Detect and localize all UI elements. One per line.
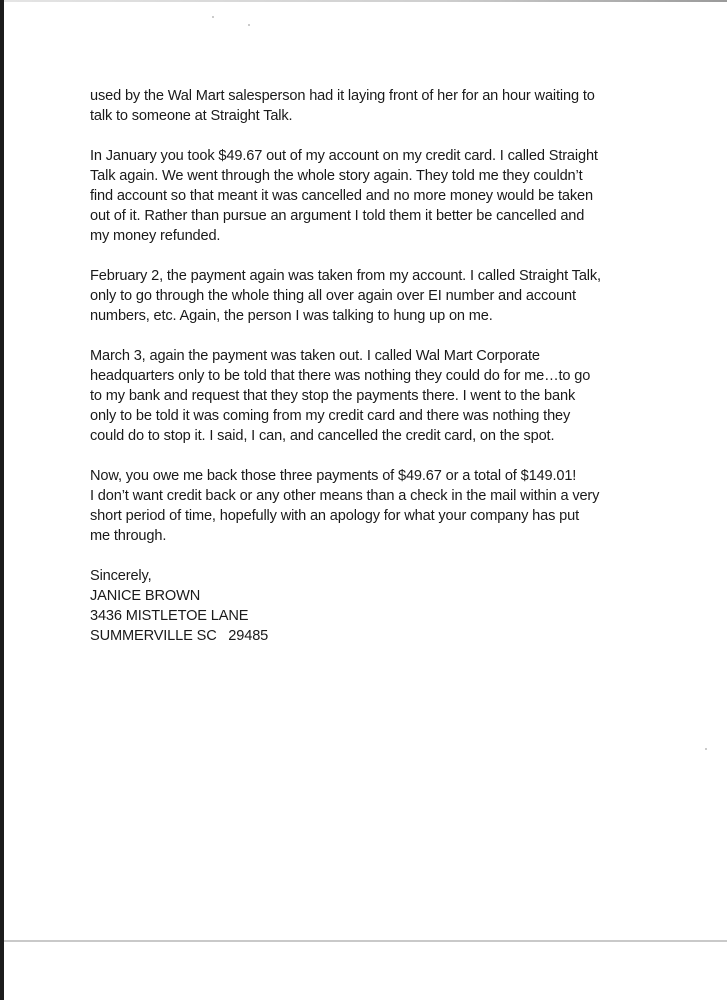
- scan-speck: [705, 748, 707, 750]
- text-line: short period of time, hopefully with an apology for what your company has put: [90, 508, 579, 524]
- text-line: Talk again. We went through the whole story again. They told me they couldn’t: [90, 168, 583, 184]
- paragraph-february: [90, 266, 660, 326]
- text-line: headquarters only to be told that there was nothing they could do for me…to go: [90, 368, 591, 384]
- text-line: talk to someone at Straight Talk.: [90, 108, 293, 124]
- text-line: February 2, the payment again was taken from my account. I called Straight Talk,: [90, 268, 601, 284]
- scan-speck: [212, 16, 214, 18]
- paragraph-march: [90, 346, 660, 446]
- letter-closing: [90, 566, 660, 646]
- scan-top-border: [4, 0, 727, 2]
- scan-left-border: [0, 0, 4, 1000]
- text-line: me through.: [90, 528, 167, 544]
- text-line: out of it. Rather than pursue an argument I told them it better be cancelled and: [90, 208, 585, 224]
- text-line: to my bank and request that they stop the payments there. I went to the bank: [90, 388, 576, 404]
- address-line-2: SUMMERVILLE SC 29485: [90, 628, 269, 644]
- letter-body: [90, 86, 660, 646]
- text-line: my money refunded.: [90, 228, 221, 244]
- salutation: Sincerely,: [90, 568, 152, 584]
- text-line: Now, you owe me back those three payments of $49.67 or a total of $149.01!: [90, 468, 577, 484]
- text-line: March 3, again the payment was taken out. I called Wal Mart Corporate: [90, 348, 540, 364]
- text-line: In January you took $49.67 out of my account on my credit card. I called Straight: [90, 148, 598, 164]
- paragraph-demand: [90, 466, 660, 546]
- paragraph-intro-continuation: [90, 86, 660, 126]
- scan-speck: [248, 24, 250, 26]
- text-line: I don’t want credit back or any other means than a check in the mail within a very: [90, 488, 600, 504]
- address-line-1: 3436 MISTLETOE LANE: [90, 608, 249, 624]
- text-line: used by the Wal Mart salesperson had it laying front of her for an hour waiting to: [90, 88, 595, 104]
- text-line: find account so that meant it was cancelled and no more money would be taken: [90, 188, 593, 204]
- text-line: could do to stop it. I said, I can, and cancelled the credit card, on the spot.: [90, 428, 555, 444]
- text-line: only to go through the whole thing all over again over EI number and account: [90, 288, 576, 304]
- paragraph-january: [90, 146, 660, 246]
- signer-name: JANICE BROWN: [90, 588, 201, 604]
- text-line: only to be told it was coming from my credit card and there was nothing they: [90, 408, 571, 424]
- text-line: numbers, etc. Again, the person I was talking to hung up on me.: [90, 308, 493, 324]
- page-bottom-edge: [4, 940, 727, 942]
